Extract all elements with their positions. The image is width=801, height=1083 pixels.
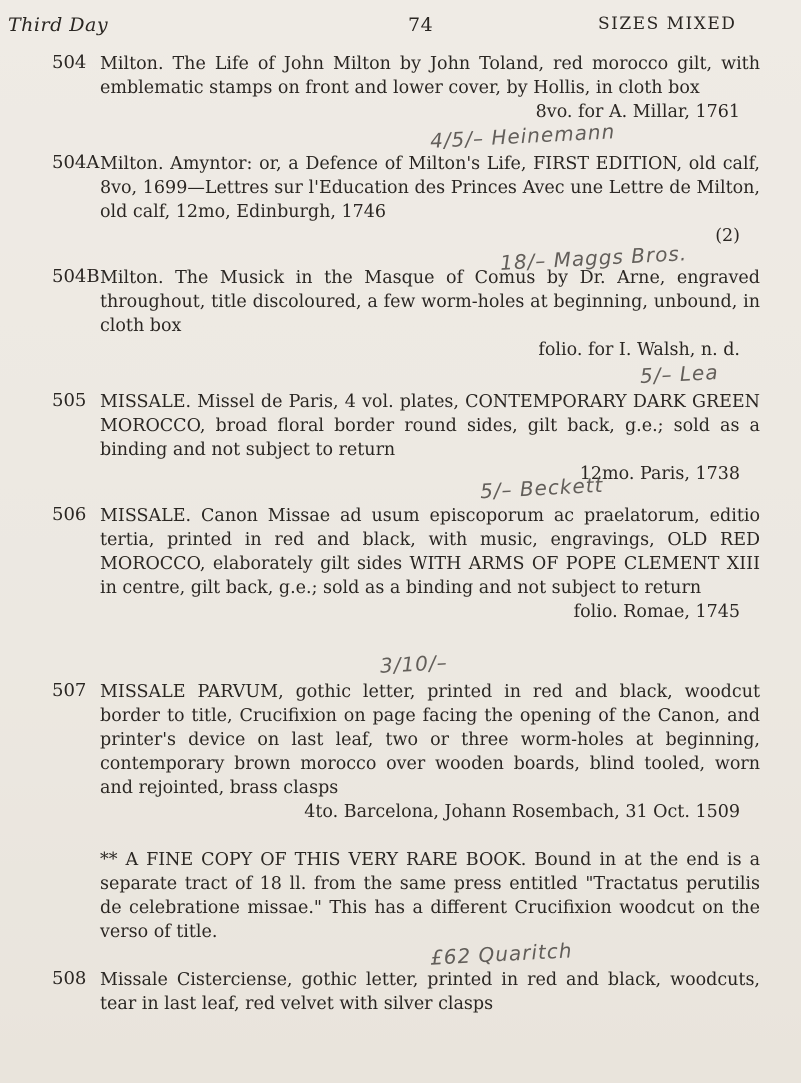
lot-imprint: 4to. Barcelona, Johann Rosembach, 31 Oct. 1509 [304,802,740,822]
lot-imprint: (2) [715,226,740,246]
running-head-day: Third Day [8,14,109,36]
lot-imprint: folio. for I. Walsh, n. d. [538,340,740,360]
lot-text: Milton. Amyntor: or, a Defence of Milton's Life, FIRST EDITION, old calf, 8vo, 1699—Lettres sur l'Education des Princes Avec une Lettre de Milton, old calf, 12mo, Edinburgh, 1746 [100,154,760,222]
lot-imprint: folio. Romae, 1745 [573,602,740,622]
lot-number: 508 [52,968,87,989]
lot-text: Milton. The Life of John Milton by John Toland, red morocco gilt, with emblematic stamps on front and lower cover, by Hollis, in cloth box [100,54,760,98]
lot-imprint: 8vo. for A. Millar, 1761 [535,102,740,122]
lot-description [100,52,760,124]
lot-text: Milton. The Musick in the Masque of Comus by Dr. Arne, engraved throughout, title discoloured, a few worm-holes at beginning, unbound, in cloth box [100,268,760,336]
handwritten-price: 3/10/– [379,650,449,678]
lot-number: 504B [52,266,100,287]
lot-text: MISSALE. Missel de Paris, 4 vol. plates, CONTEMPORARY DARK GREEN MOROCCO, broad floral border round sides, gilt back, g.e.; sold as a binding and not subject to return [100,392,760,460]
handwritten-price-buyer: 5/– Beckett [479,472,604,504]
lot-text: MISSALE PARVUM, gothic letter, printed in red and black, woodcut border to title, Crucifixion on page facing the opening of the Canon, and printer's device on last leaf, two or three worm-holes at beginning, contemporary brown morocco over wooden boards, blind tooled, worn and rejointed, brass clasps [100,682,760,798]
lot-number: 505 [52,390,87,411]
handwritten-price-buyer: £62 Quaritch [429,938,574,970]
handwritten-price-buyer: 18/– Maggs Bros. [499,241,688,275]
lot-description [100,152,760,248]
running-head-section: SIZES MIXED [598,14,737,34]
handwritten-price-buyer: 5/– Lea [639,359,720,389]
lot-description [100,968,760,1016]
lot-text: Missale Cisterciense, gothic letter, printed in red and black, woodcuts, tear in last leaf, red velvet with silver clasps [100,970,760,1014]
lot-footnote: ** A FINE COPY OF THIS VERY RARE BOOK. Bound in at the end is a separate tract of 18 ll. from the same press entitled "Tractatus perutilis de celebratione missae." This has a different Crucifixion woodcut on the verso of title. [100,850,760,942]
lot-description [100,680,760,824]
lot-imprint: 12mo. Paris, 1738 [579,464,740,484]
lot-number: 504A [52,152,100,173]
lot-description [100,390,760,486]
lot-number: 507 [52,680,87,701]
lot-text: MISSALE. Canon Missae ad usum episcoporum ac praelatorum, editio tertia, printed in red and black, with music, engravings, OLD RED MOROCCO, elaborately gilt sides WITH ARMS OF POPE CLEMENT XIII in centre, gilt back, g.e.; sold as a binding and not subject to return [100,506,760,598]
lot-description [100,504,760,624]
handwritten-price-buyer: 4/5/– Heinemann [429,119,616,153]
lot-description [100,266,760,362]
lot-number: 504 [52,52,87,73]
page-number: 74 [408,14,434,36]
running-head [8,14,768,40]
lot-number: 506 [52,504,87,525]
